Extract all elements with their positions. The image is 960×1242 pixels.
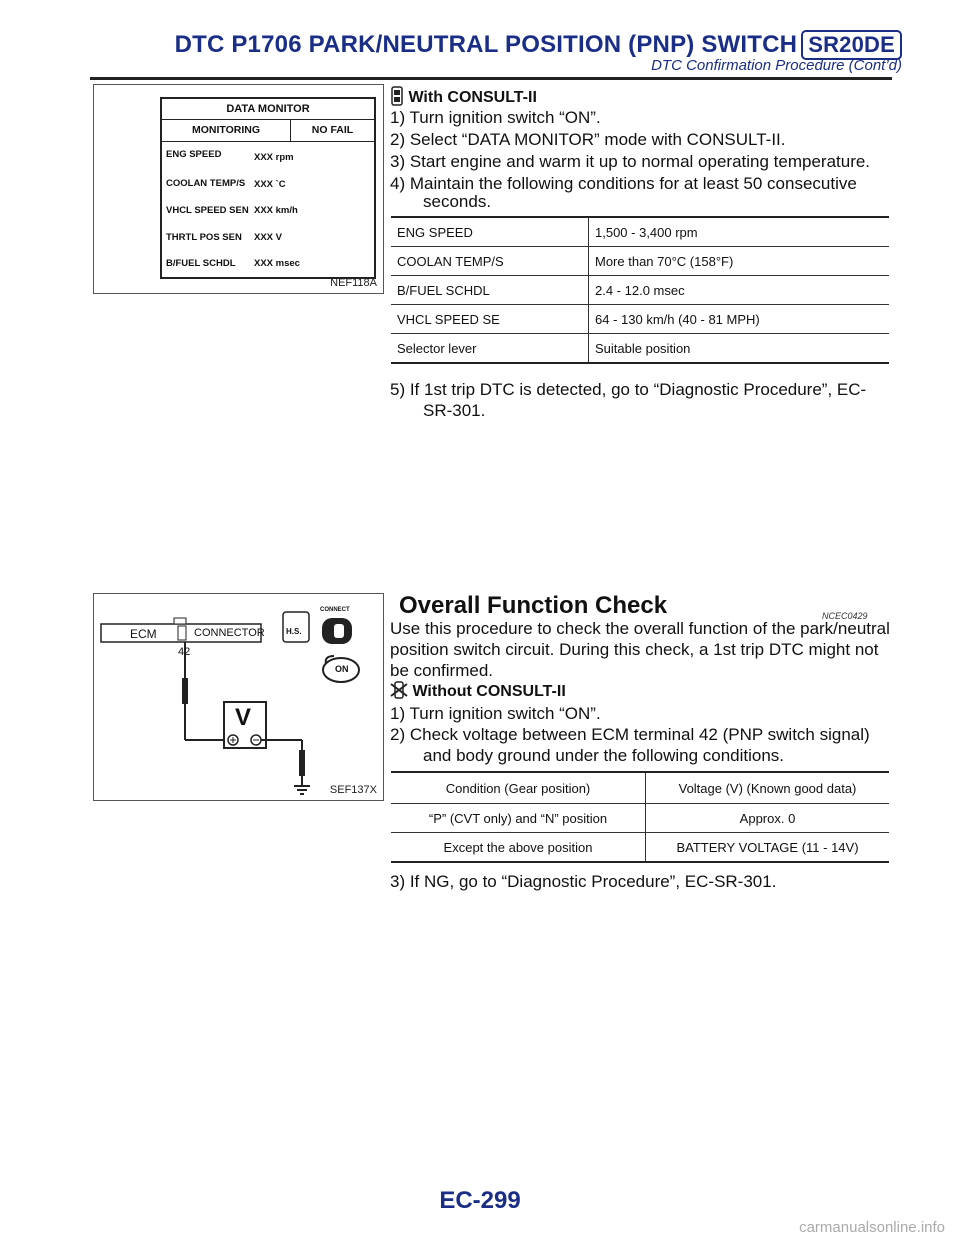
voltmeter-symbol: V [235,704,252,731]
monitor-item-value: XXX `C [254,179,286,190]
page-number: EC-299 [439,1187,521,1214]
no-fail-header: NO FAIL [291,119,374,142]
figure-label: NEF118A [330,277,377,289]
connector-label: CONNECTOR [194,627,265,639]
table-row [391,305,889,334]
step-text-continued: SR-301. [423,401,486,420]
figure-label: SEF137X [329,784,377,796]
ecm-label: ECM [130,627,157,641]
no-consult-mode-heading [390,681,566,701]
monitor-item-value: XXX km/h [254,205,298,216]
table-row [391,833,889,863]
step-text-continued: seconds. [423,192,492,211]
page-header-title [175,30,902,60]
step-text: 3) Start engine and warm it up to normal operating temperature. [390,152,871,171]
monitor-item-value: XXX V [254,232,282,243]
step-text: 5) If 1st trip DTC is detected, go to “Diagnostic Procedure”, EC- [390,380,867,399]
voltage-check-figure [93,593,384,801]
table-cell: BATTERY VOLTAGE (11 - 14V) [646,833,890,863]
step-text: 4) Maintain the following conditions for at least 50 consecutive [390,174,857,193]
table-cell: VHCL SPEED SE [391,305,589,334]
connect-label: CONNECT [320,607,350,613]
monitor-item-name: THRTL POS SEN [166,232,242,243]
ignition-on-label: ON [335,664,349,674]
step-text: 1) Turn ignition switch “ON”. [390,108,601,127]
table-cell: Except the above position [391,833,646,863]
table-cell: More than 70°C (158°F) [589,247,890,276]
table-header-cell: Condition (Gear position) [391,772,646,804]
table-row [391,247,889,276]
section-code: NCEC0429 [822,611,868,621]
table-header-cell: Voltage (V) (Known good data) [646,772,890,804]
intro-text: be confirmed. [390,661,493,680]
data-monitor-title: DATA MONITOR [162,99,374,120]
intro-text: Use this procedure to check the overall function of the park/neutral [390,619,890,638]
table-cell: Suitable position [589,334,890,364]
monitor-item-name: COOLAN TEMP/S [166,178,246,189]
step-text: 3) If NG, go to “Diagnostic Procedure”, EC-SR-301. [390,872,777,891]
table-cell: 64 - 130 km/h (40 - 81 MPH) [589,305,890,334]
step-text: 2) Select “DATA MONITOR” mode with CONSULT-II. [390,130,786,149]
watermark: carmanualsonline.info [799,1219,945,1236]
step-text [390,401,890,421]
consult-mode-heading [390,86,537,107]
table-row [391,804,889,833]
step-text: 1) Turn ignition switch “ON”. [390,704,601,723]
table-row [391,217,889,247]
consult-icon [390,86,404,106]
hs-label: H.S. [286,627,302,636]
voltage-table [391,771,889,863]
table-row [391,276,889,305]
table-header-row [391,772,889,804]
table-cell: Selector lever [391,334,589,364]
table-cell: “P” (CVT only) and “N” position [391,804,646,833]
table-cell: ENG SPEED [391,217,589,247]
table-cell: 2.4 - 12.0 msec [589,276,890,305]
table-cell: 1,500 - 3,400 rpm [589,217,890,247]
step-text: 2) Check voltage between ECM terminal 42 (PNP switch signal) [390,725,870,744]
section-title: Overall Function Check [399,592,668,619]
monitor-item-value: XXX rpm [254,152,294,163]
engine-badge: SR20DE [801,30,902,60]
header-title-text: DTC P1706 PARK/NEUTRAL POSITION (PNP) SWITCH [174,31,798,58]
table-cell: Approx. 0 [646,804,890,833]
data-monitor-screen [160,97,376,279]
header-divider [90,77,892,80]
no-consult-mode-text: Without CONSULT-II [412,683,566,700]
table-cell: COOLAN TEMP/S [391,247,589,276]
no-consult-icon [390,681,408,699]
monitor-item-name: ENG SPEED [166,149,222,160]
data-monitor-figure [93,84,384,294]
step-text [390,746,890,766]
conditions-table [391,216,889,364]
monitor-item-name: B/FUEL SCHDL [166,258,236,269]
step-text [390,192,890,212]
step-text-continued: and body ground under the following conditions. [423,746,785,765]
table-cell: B/FUEL SCHDL [391,276,589,305]
monitoring-header: MONITORING [162,119,291,142]
wiring-diagram [94,594,383,800]
page-header-subtitle: DTC Confirmation Procedure (Cont’d) [651,57,902,74]
consult-mode-text: With CONSULT-II [408,89,537,106]
monitor-item-value: XXX msec [254,258,300,269]
table-row [391,334,889,364]
intro-text: position switch circuit. During this check, a 1st trip DTC might not [390,640,879,659]
terminal-number: 42 [178,646,191,658]
monitor-item-name: VHCL SPEED SEN [166,205,249,216]
